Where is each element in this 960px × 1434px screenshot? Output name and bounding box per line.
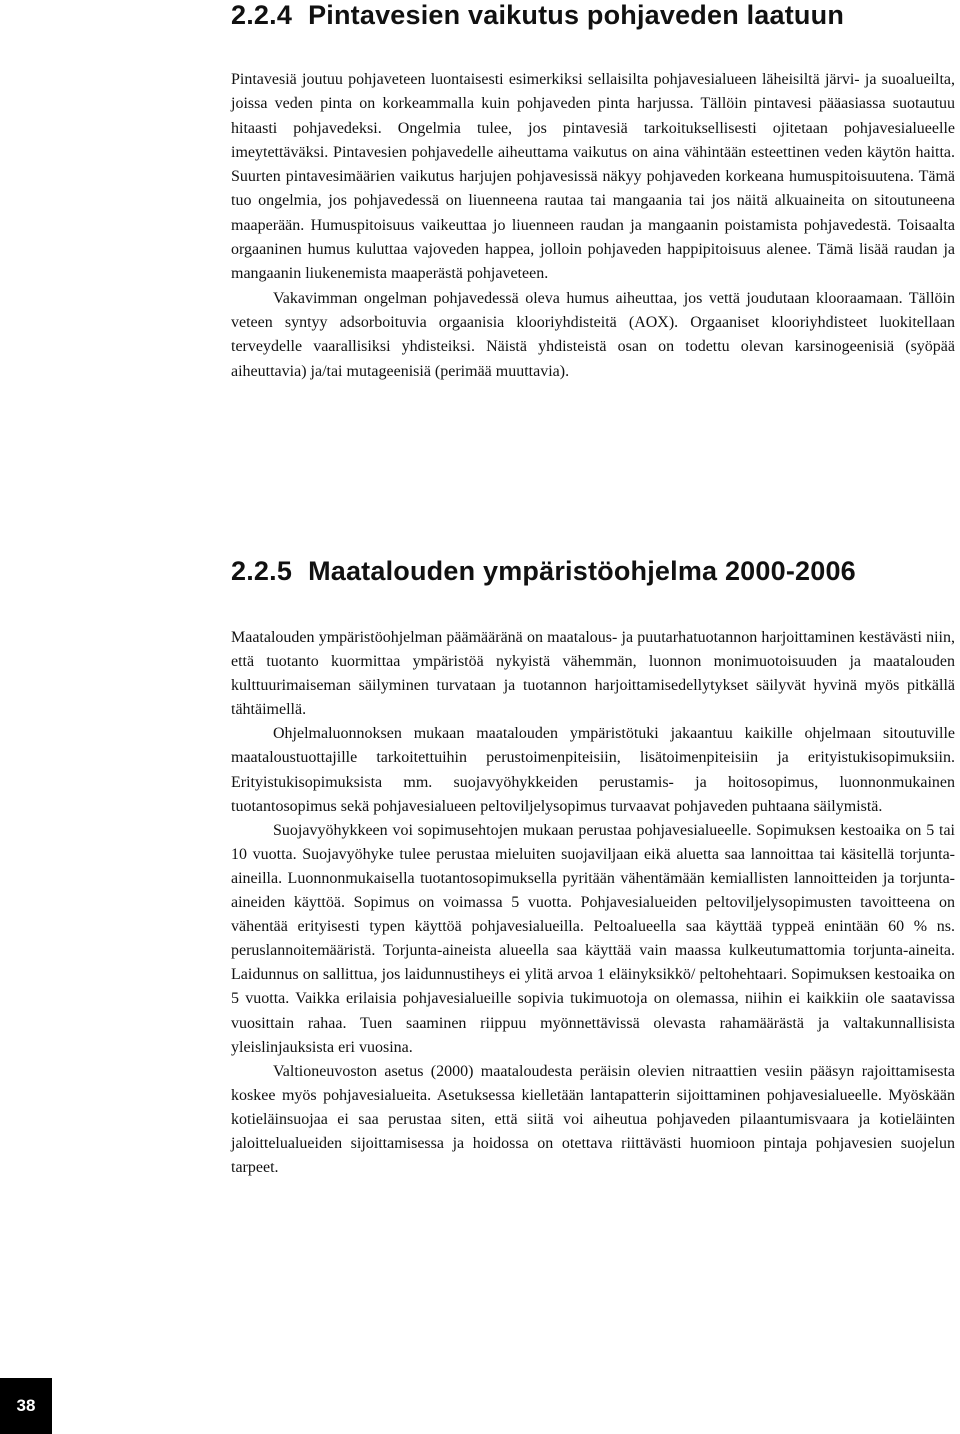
paragraph: Suojavyöhykkeen voi sopimusehtojen mukaan perustaa pohjavesialueelle. Sopimuksen kestoaika on 5 tai 10 vuotta. Suojavyöhyke tulee perustaa mieluiten suojaviljaan eikä aluetta saa lannoittaa tai käsitellä torjunta-aineilla. Luonnonmukaisella tuotantosopimuksella pyritään vähentämään kemiallisten lannoitteiden ja torjunta-aineiden käyttöä. Sopimus on voimassa 5 vuotta. Pohjavesialueiden peltoviljelysopimusten tavoitteena on vähentää erityisesti typen käyttöä pohjavesialueilla. Peltoalueella saa käyttää typpeä enintään 60 % ns. peruslannoitemääristä. Torjunta-aineista alueella saa käyttää vain maassa kulkeutumattomia torjunta-aineita. Laidunnus on sallittua, jos laidunnustiheys ei ylitä arvoa 1 eläinyksikkö/ peltohehtaari. Sopimuksen kestoaika on 5 vuotta. Vaikka erilaisia pohjavesialueille sopivia tukimuotoja on olemassa, niihin ei kaikkiin ole saatavissa vuosittain rahaa. Tuen saaminen riippuu myönnettävissä olevasta rahamäärästä ja valtakunnallisista yleislinjauksista eri vuosina. xyxy=(231,821,955,1056)
section-number: 2.2.5 xyxy=(231,556,293,586)
section-body-2-2-5 xyxy=(231,626,955,1180)
section-number: 2.2.4 xyxy=(231,0,293,30)
paragraph: Ohjelmaluonnoksen mukaan maatalouden ympäristötuki jakaantuu kaikille ohjelmaan sitoutuville maataloustuottajille tarkoitettuihin perustoimenpiteisiin, lisätoimenpiteisiin ja erityistukisopimuksiin. Erityistukisopimuksista mm. suojavyöhykkeiden perustamis- ja hoitosopimus, luonnonmukainen tuotantosopimus sekä pohjavesialueen peltoviljelysopimus turvaavat pohjaveden puhtaana säilymistä. xyxy=(231,725,955,815)
paragraph: Pintavesiä joutuu pohjaveteen luontaisesti esimerkiksi sellaisilta pohjavesialueen läheisiltä järvi- ja suoalueilta, joissa veden pinta on korkeammalla kuin pohjaveden pinta harjussa. Tällöin pintavesi pääasiassa suotautuu hitaasti pohjavedeksi. Ongelmia tulee, jos pintavesiä tarkoituksellisesti ojitetaan pohjavesialueelle imeytettäväksi. Pintavesien pohjavedelle aiheuttama vaikutus on aina vähintään esteettinen veden käytön haitta. Suurten pintavesimäärien vaikutus harjujen pohjavesissä näkyy pohjaveden korkeana humuspitoisuutena. Tämä tuo ongelmia, jos pohjavedessä on liuenneena rautaa tai mangaania tai jos näitä alkuaineita on sitoutuneena maaperään. Humuspitoisuus vaikeuttaa jo liuenneen raudan ja mangaanin poistamista pohjavedestä. Toisaalta orgaaninen humus kuluttaa vajoveden happea, jolloin pohjaveden happipitoisuus alenee. Tämä lisää raudan ja mangaanin liukenemista maaperästä pohjaveteen. xyxy=(231,71,955,283)
section-body-2-2-4 xyxy=(231,68,955,384)
paragraph: Valtioneuvoston asetus (2000) maataloudesta peräisin olevien nitraattien vesiin pääsyn rajoittamisesta koskee myös pohjavesialueita. Asetuksessa kielletään lantapatterin sijoittaminen pohjavesialueelle. Myöskään kotieläinsuojaa ei saa perustaa siten, että siitä voi aiheutua pohjaveden pilaantumisvaara ja kotieläinten jaloittelualueiden sijoittamisessa ja hoidossa on otettava riittävästi huomioon pintaja pohjavesien suojelun tarpeet. xyxy=(231,1062,955,1177)
paragraph: Vakavimman ongelman pohjavedessä oleva humus aiheuttaa, jos vettä joudutaan klooraamaan. Tällöin veteen syntyy adsorboituvia orgaanisia klooriyhdisteitä (AOX). Orgaaniset klooriyhdisteet luokitellaan terveydelle vaarallisiksi yhdisteiksi. Näistä yhdisteistä osan on todettu olevan karsinogeenisiä (syöpää aiheuttavia) ja/tai mutageenisiä (perimää muuttavia). xyxy=(231,289,955,380)
section-heading-2-2-5 xyxy=(231,554,856,588)
section-title: Pintavesien vaikutus pohjaveden laatuun xyxy=(308,0,845,30)
page-number: 38 xyxy=(0,1378,52,1434)
paragraph: Maatalouden ympäristöohjelman päämääränä on maatalous- ja puutarhatuotannon harjoittaminen kestävästi niin, että tuotanto kuormittaa ympäristöä nykyistä vähemmän, luonnon monimuotoisuuden ja maatalouden kulttuurimaiseman säilyminen turvataan ja tuotannon harjoittamisedellytykset säilyvät hyvinä myös pitkällä tähtäimellä. xyxy=(231,629,955,719)
section-heading-2-2-4 xyxy=(231,0,844,30)
section-title: Maatalouden ympäristöohjelma 2000-2006 xyxy=(308,556,856,586)
